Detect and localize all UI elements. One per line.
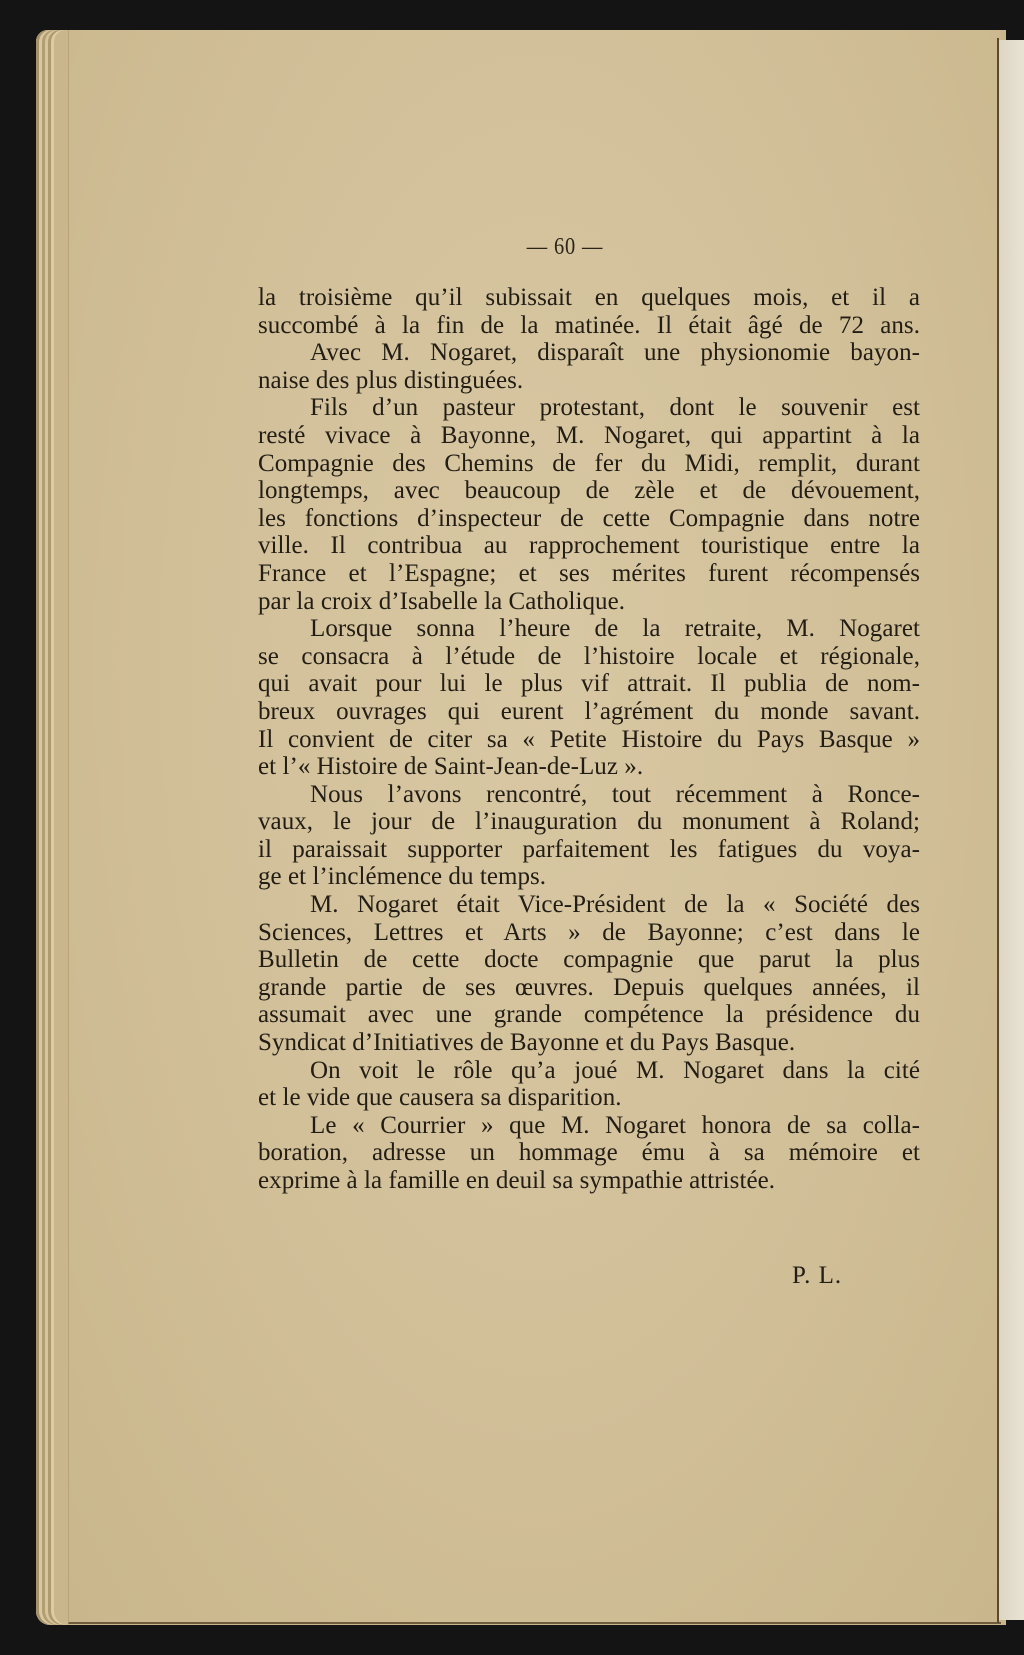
text-line: la troisième qu’il subissait en quelques mois, et il a: [258, 284, 920, 311]
text-line: Lorsque sonna l’heure de la retraite, M. Nogaret: [310, 615, 920, 643]
text-line: Nous l’avons rencontré, tout récemment à Ronce-: [310, 780, 920, 808]
text-line: succombé à la fin de la matinée. Il était âgé de 72 ans.: [258, 311, 920, 339]
text-line: exprime à la famille en deuil sa sympathie attristée.: [258, 1167, 776, 1194]
text-line: vaux, le jour de l’inauguration du monument à Roland;: [258, 808, 920, 836]
page-number: — 60 —: [526, 234, 604, 260]
text-line: Avec M. Nogaret, disparaît une physionomie bayon-: [310, 339, 920, 367]
text-line: Fils d’un pasteur protestant, dont le souvenir est: [310, 394, 920, 422]
text-line: il paraissait supporter parfaitement les fatigues du voya-: [258, 835, 920, 863]
text-line: Sciences, Lettres et Arts » de Bayonne; c’est dans le: [258, 918, 920, 946]
text-line: longtemps, avec beaucoup de zèle et de dévouement,: [258, 477, 920, 505]
text-line: qui avait pour lui le plus vif attrait. Il publia de nom-: [258, 670, 920, 698]
body-text: [258, 284, 920, 1195]
text-line: On voit le rôle qu’a joué M. Nogaret dans la cité: [310, 1056, 920, 1084]
text-line: les fonctions d’inspecteur de cette Compagnie dans notre: [258, 504, 920, 532]
text-line: France et l’Espagne; et ses mérites furent récompensés: [258, 559, 920, 587]
text-line: breux ouvrages qui eurent l’agrément du monde savant.: [258, 697, 920, 725]
text-line: boration, adresse un hommage ému à sa mémoire et: [258, 1139, 920, 1167]
text-line: ge et l’inclémence du temps.: [258, 863, 547, 891]
text-line: se consacra à l’étude de l’histoire locale et régionale,: [258, 642, 920, 670]
text-line: M. Nogaret était Vice-Président de la « Société des: [310, 891, 920, 919]
text-line: grande partie de ses œuvres. Depuis quelques années, il: [258, 973, 920, 1001]
text-line: Il convient de citer sa « Petite Histoire du Pays Basque »: [258, 725, 920, 753]
text-line: assumait avec une grande compétence la présidence du: [258, 1001, 920, 1029]
text-line: Le « Courrier » que M. Nogaret honora de sa colla-: [310, 1111, 920, 1139]
text-line: Bulletin de cette docte compagnie que parut la plus: [258, 946, 920, 974]
signature-initials: P. L.: [792, 1262, 843, 1289]
text-line: Syndicat d’Initiatives de Bayonne et du Pays Basque.: [258, 1029, 796, 1057]
facing-page-edge: [999, 40, 1024, 1620]
text-line: ville. Il contribua au rapprochement touristique entre la: [258, 532, 920, 560]
text-line: et l’« Histoire de Saint-Jean-de-Luz ».: [258, 753, 644, 781]
text-line: resté vivace à Bayonne, M. Nogaret, qui appartint à la: [258, 421, 920, 449]
text-line: Compagnie des Chemins de fer du Midi, remplit, durant: [258, 449, 920, 477]
text-line: et le vide que causera sa disparition.: [258, 1084, 622, 1112]
text-line: par la croix d’Isabelle la Catholique.: [258, 587, 626, 615]
text-line: naise des plus distinguées.: [258, 366, 524, 394]
